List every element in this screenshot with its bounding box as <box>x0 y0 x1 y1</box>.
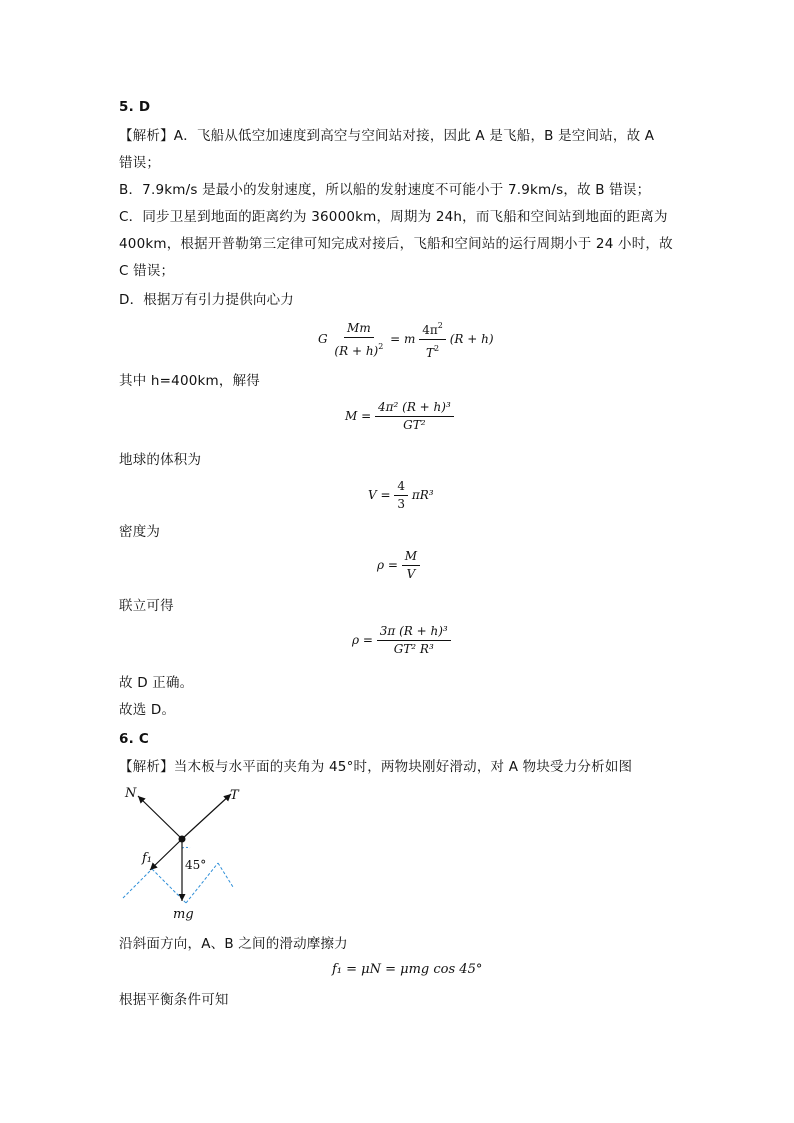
equation-mass <box>345 400 454 433</box>
q5-combine-line: 联立可得 <box>119 598 174 614</box>
eq3-lhs: V = <box>368 488 391 502</box>
q5-line-4: C．同步卫星到地面的距离约为 36000km，周期为 24h，而飞船和空间站到地面的距离为 <box>119 209 668 225</box>
q5-choose-line: 故选 D。 <box>119 702 176 718</box>
eq4-lhs: ρ = <box>377 558 398 572</box>
eq3-num: 4 <box>394 479 408 496</box>
q5-volume-line: 地球的体积为 <box>119 452 202 468</box>
incline-dashed-left <box>123 869 152 898</box>
eq3-den: 3 <box>397 497 406 511</box>
eq1-lhs: G <box>318 332 328 346</box>
eq1-den-right: T <box>425 346 434 360</box>
eq3-frac <box>394 479 408 512</box>
q5-line-1: 【解析】A．飞船从低空加速度到高空与空间站对接，因此 A 是飞船，B 是空间站，故 A <box>119 128 655 144</box>
equation-friction: f₁ = μN = μmg cos 45° <box>332 962 483 977</box>
q6-balance-line: 根据平衡条件可知 <box>119 992 229 1008</box>
q5-line-6: C 错误； <box>119 263 175 279</box>
q5-line-7: D．根据万有引力提供向心力 <box>119 292 294 308</box>
equation-density-result <box>352 624 451 657</box>
eq1-den-left-exp: 2 <box>378 341 384 351</box>
eq2-lhs: M = <box>345 409 372 423</box>
eq1-frac-left <box>331 321 386 359</box>
q5-density-line: 密度为 <box>119 524 161 540</box>
label-t: T <box>230 788 239 803</box>
eq1-den-left: (R + h) <box>334 343 379 358</box>
label-n: N <box>125 786 137 801</box>
q6-line-1: 【解析】当木板与水平面的夹角为 45°时，两物块刚好滑动，对 A 物块受力分析如图 <box>119 759 633 775</box>
eq2-frac <box>375 400 454 433</box>
equation-volume <box>368 479 434 512</box>
q5-heading: 5. D <box>119 99 151 115</box>
eq4-frac <box>402 549 420 582</box>
friction-arrow <box>150 839 182 870</box>
eq5-num: 3π (R + h)³ <box>377 624 451 641</box>
eq1-num-right: 4π <box>422 323 438 337</box>
q5-correct-line: 故 D 正确。 <box>119 675 194 691</box>
q6-slide-line: 沿斜面方向，A、B 之间的滑动摩擦力 <box>119 936 348 952</box>
eq4-num: M <box>402 549 420 566</box>
eq5-lhs: ρ = <box>352 633 373 647</box>
eq1-den-right-exp: 2 <box>434 344 440 353</box>
equation-density <box>377 549 420 582</box>
eq1-num-left: Mm <box>344 321 374 338</box>
incline-dashed-mid <box>152 869 186 903</box>
tension-arrow <box>182 794 231 839</box>
incline-dashed-right-b <box>218 863 233 887</box>
equation-gravity-centripetal <box>318 318 494 361</box>
q5-line-5: 400km，根据开普勒第三定律可知完成对接后，飞船和空间站的运行周期小于 24 小时，故 <box>119 236 673 252</box>
object-point <box>179 836 186 843</box>
label-mg: mg <box>173 907 194 922</box>
eq4-den: V <box>406 567 416 581</box>
q5-line-2: 错误； <box>119 155 161 171</box>
eq5-frac <box>377 624 451 657</box>
q5-h-line: 其中 h=400km，解得 <box>119 373 260 389</box>
eq1-equals: = m <box>390 332 416 346</box>
eq5-den: GT² R³ <box>393 642 434 656</box>
q5-line-3: B．7.9km/s 是最小的发射速度，所以船的发射速度不可能小于 7.9km/s，故 B 错误； <box>119 182 651 198</box>
eq1-frac-right <box>419 318 446 361</box>
force-diagram <box>119 782 244 922</box>
eq1-num-right-exp: 2 <box>437 321 443 330</box>
q6-heading: 6. C <box>119 731 149 747</box>
angle-arc <box>182 847 190 848</box>
eq2-num: 4π² (R + h)³ <box>375 400 454 417</box>
eq2-den: GT² <box>403 418 426 432</box>
eq3-tail: πR³ <box>411 488 434 502</box>
label-angle: 45° <box>185 858 207 872</box>
label-f1: f₁ <box>142 851 153 866</box>
eq1-tail: (R + h) <box>449 332 494 346</box>
normal-force-arrow <box>138 796 182 839</box>
